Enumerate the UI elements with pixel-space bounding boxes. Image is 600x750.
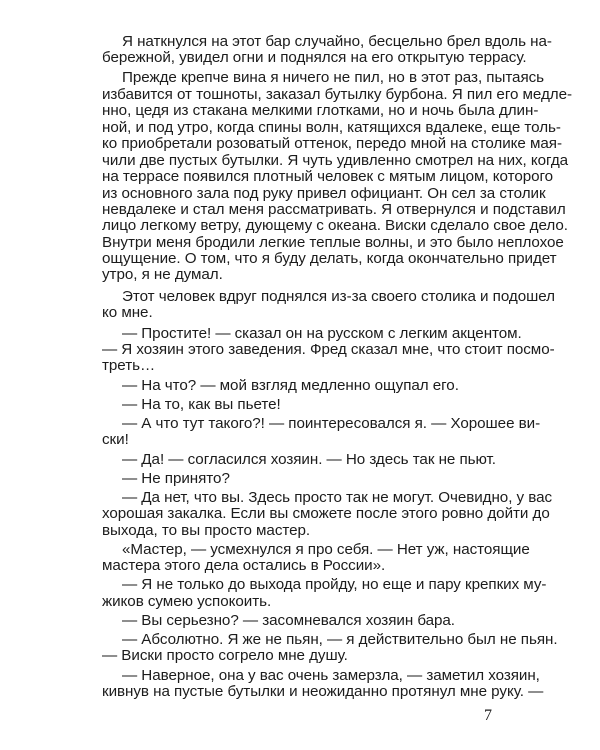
text-line: Этот человек вдруг поднялся из-за своего столика и подошел	[122, 288, 555, 305]
text-line: Прежде крепче вина я ничего не пил, но в этот раз, пытаясь	[122, 69, 545, 86]
text-line: невдалеке и стал меня рассматривать. Я отвернулся и подставил	[102, 201, 566, 218]
text-line: — Простите! — сказал он на русском с легким акцентом.	[122, 325, 522, 342]
text-line: Внутри меня бродили легкие теплые волны, и это было неплохое	[102, 234, 564, 251]
text-line: мастера этого дела остались в России».	[102, 557, 386, 574]
text-line: ко приобретали розоватый оттенок, передо мной на столике мая-	[102, 135, 562, 152]
text-line: Я наткнулся на этот бар случайно, бесцельно брел вдоль на-	[122, 33, 552, 50]
text-line: бережной, увидел огни и поднялся на его открытую террасу.	[102, 49, 527, 66]
text-line: утро, я не думал.	[102, 266, 223, 283]
text-line: на террасе появился плотный человек с мятым лицом, которого	[102, 168, 554, 185]
text-line: — Абсолютно. Я же не пьян, — я действительно был не пьян.	[122, 631, 558, 648]
text-line: чили две пустых бутылки. Я чуть удивленно смотрел на них, когда	[102, 152, 569, 169]
text-line: ощущение. О том, что я буду делать, когда окончательно придет	[102, 250, 557, 267]
text-line: — Да! — согласился хозяин. — Но здесь так не пьют.	[122, 451, 496, 468]
text-line: лицо легкому ветру, дующему с океана. Виски сделало свое дело.	[102, 217, 568, 234]
text-line: — На что? — мой взгляд медленно ощупал его.	[122, 377, 459, 394]
text-line: — А что тут такого?! — поинтересовался я. — Хорошее ви-	[122, 415, 541, 432]
text-line: — Я не только до выхода пройду, но еще и пару крепких му-	[122, 576, 547, 593]
text-line: — Не принято?	[122, 470, 230, 487]
text-line: — Наверное, она у вас очень замерзла, — заметил хозяин,	[122, 667, 540, 684]
page-number: 7	[484, 707, 492, 724]
text-line: треть…	[102, 357, 156, 374]
text-line: — Я хозяин этого заведения. Фред сказал мне, что стоит посмо-	[102, 341, 555, 358]
text-line: жиков сумею успокоить.	[102, 593, 272, 610]
text-line: «Мастер, — усмехнулся я про себя. — Нет уж, настоящие	[122, 541, 530, 558]
text-line: ски!	[102, 431, 129, 448]
text-line: ной, и под утро, когда спины волн, катящихся вдалеке, еще толь-	[102, 119, 561, 136]
text-line: — Да нет, что вы. Здесь просто так не могут. Очевидно, у вас	[122, 489, 553, 506]
text-line: — Вы серьезно? — засомневался хозяин бара.	[122, 612, 455, 629]
text-line: избавится от тошноты, заказал бутылку бурбона. Я пил его медле-	[102, 86, 573, 103]
text-line: выхода, то вы просто мастер.	[102, 522, 311, 539]
text-line: хорошая закалка. Если вы сможете после этого ровно дойти до	[102, 505, 550, 522]
text-line: — На то, как вы пьете!	[122, 396, 281, 413]
text-line: кивнув на пустые бутылки и неожиданно протянул мне руку. —	[102, 683, 544, 700]
text-line: нно, цедя из стакана мелкими глотками, но и ночь была длин-	[102, 102, 539, 119]
text-line: — Виски просто согрело мне душу.	[102, 647, 348, 664]
text-line: ко мне.	[102, 304, 153, 321]
text-line: из основного зала под руку привел официант. Он сел за столик	[102, 185, 546, 202]
